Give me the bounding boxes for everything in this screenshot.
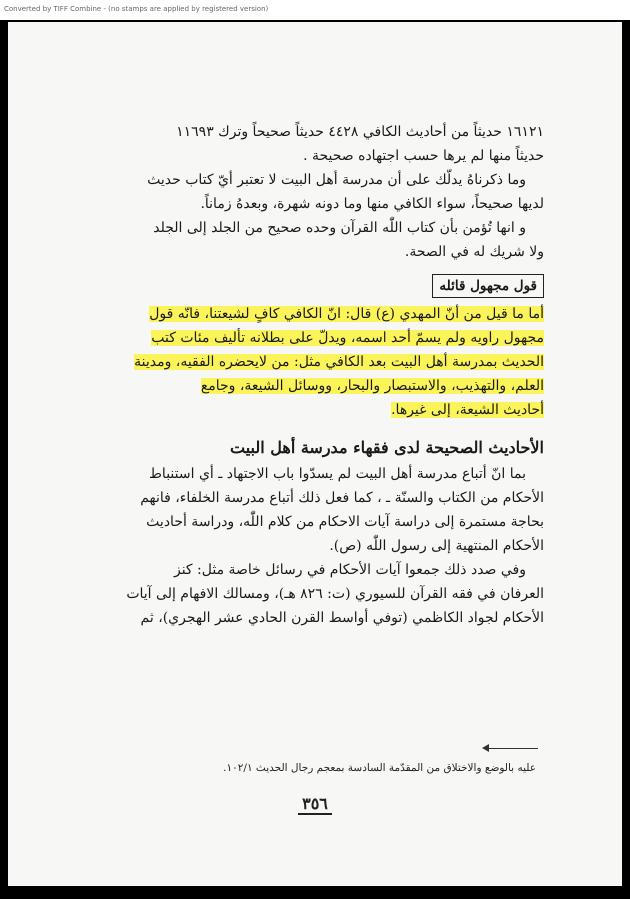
text-line: و انها تُؤمن بأن كتاب اللّٰه القرآن وحده صحيح من الجلد إلى الجلد (153, 220, 526, 236)
highlighted-paragraph (126, 302, 544, 422)
highlighted-line (126, 350, 544, 374)
text-line: بحاجة مستمرة إلى دراسة آيات الاحكام من كلام اللّٰه، ودراسة أحاديث (146, 514, 544, 530)
section-title: الأحاديث الصحيحة لدى فقهاء مدرسة أهل البيت (230, 438, 544, 457)
text-line: الأحكام المنتهية إلى رسول اللّٰه (ص). (329, 538, 544, 554)
page-number (8, 794, 622, 813)
boxed-heading: قول مجهول قائله (432, 274, 544, 298)
footnote: عليه بالوضع والاختلاق من المقدّمة السادسة بمعجم رجال الحديث ١٠٢/١. (223, 762, 536, 774)
text-line: لديها صحيحاً، سواء الكافي منها وما دونه شهرة، وبعدهُ زماناً. (200, 196, 544, 212)
text-line: الأحكام من الكتاب والسنّة ـ ، كما فعل ذلك أتباع مدرسة الخلفاء، فانهم (140, 490, 544, 506)
text-line: حديثاً منها لم يرها حسب اجتهاده صحيحة . (303, 148, 544, 164)
section-paragraph-1 (126, 462, 544, 558)
text-line: ١٦١٢١ حديثاً من أحاديث الكافي ٤٤٢٨ حديثاً صحيحاً وترك ١١٦٩٣ (176, 124, 544, 140)
text-line: الأحكام لجواد الكاظمي (توفي أواسط القرن الحادي عشر الهجري)، ثم (140, 610, 544, 626)
converter-banner (0, 0, 630, 20)
paragraph-2 (126, 168, 544, 216)
highlight-span: أما ما قيل من أنّ المهدي (ع) قال: انّ الكافي كافٍ لشيعتنا، فانّه قول (149, 306, 544, 322)
highlight-span: مجهول راويه ولم يسمّ أحد اسمه، ويدلّ على بطلانه تأليف مئات كتب (151, 330, 544, 346)
section-paragraph-2 (126, 558, 544, 630)
text-line: وفي صدد ذلك جمعوا آيات الأحكام في رسائل خاصة مثل: كنز (173, 562, 526, 578)
page-body (126, 120, 544, 630)
paragraph-1 (126, 120, 544, 168)
paragraph-3 (126, 216, 544, 264)
text-line: ولا شريك له في الصحة. (404, 244, 544, 260)
highlighted-line (126, 326, 544, 350)
highlighted-line (126, 398, 544, 422)
highlight-span: الحديث بمدرسة أهل البيت بعد الكافي مثل: من لايحضره الفقيه، ومدينة (134, 354, 544, 370)
highlight-span: العلم، والتهذيب، والاستبصار والبحار، ووسائل الشيعة، وجامع (200, 378, 544, 394)
document-page (8, 22, 622, 886)
text-line: العرفان في فقه القرآن للسيوري (ت: ٨٢٦ هـ)، ومسالك الافهام إلى آيات (126, 586, 544, 602)
highlighted-line (126, 374, 544, 398)
highlighted-line (126, 302, 544, 326)
footnote-separator (488, 748, 538, 749)
banner-text: Converted by TIFF Combine - (no stamps are applied by registered version) (4, 5, 269, 13)
text-line: وما ذكرناهُ يدلّك على أن مدرسة أهل البيت لا تعتبر أيّ كتاب حديث (147, 172, 526, 188)
text-line: بما انّ أتباع مدرسة أهل البيت لم يسدّوا باب الاجتهاد ـ أي استنباط (148, 466, 526, 482)
highlight-span: أحاديث الشيعة، إلى غيرها. (391, 402, 544, 418)
page-number-text: ٣٥٦ (298, 794, 332, 815)
